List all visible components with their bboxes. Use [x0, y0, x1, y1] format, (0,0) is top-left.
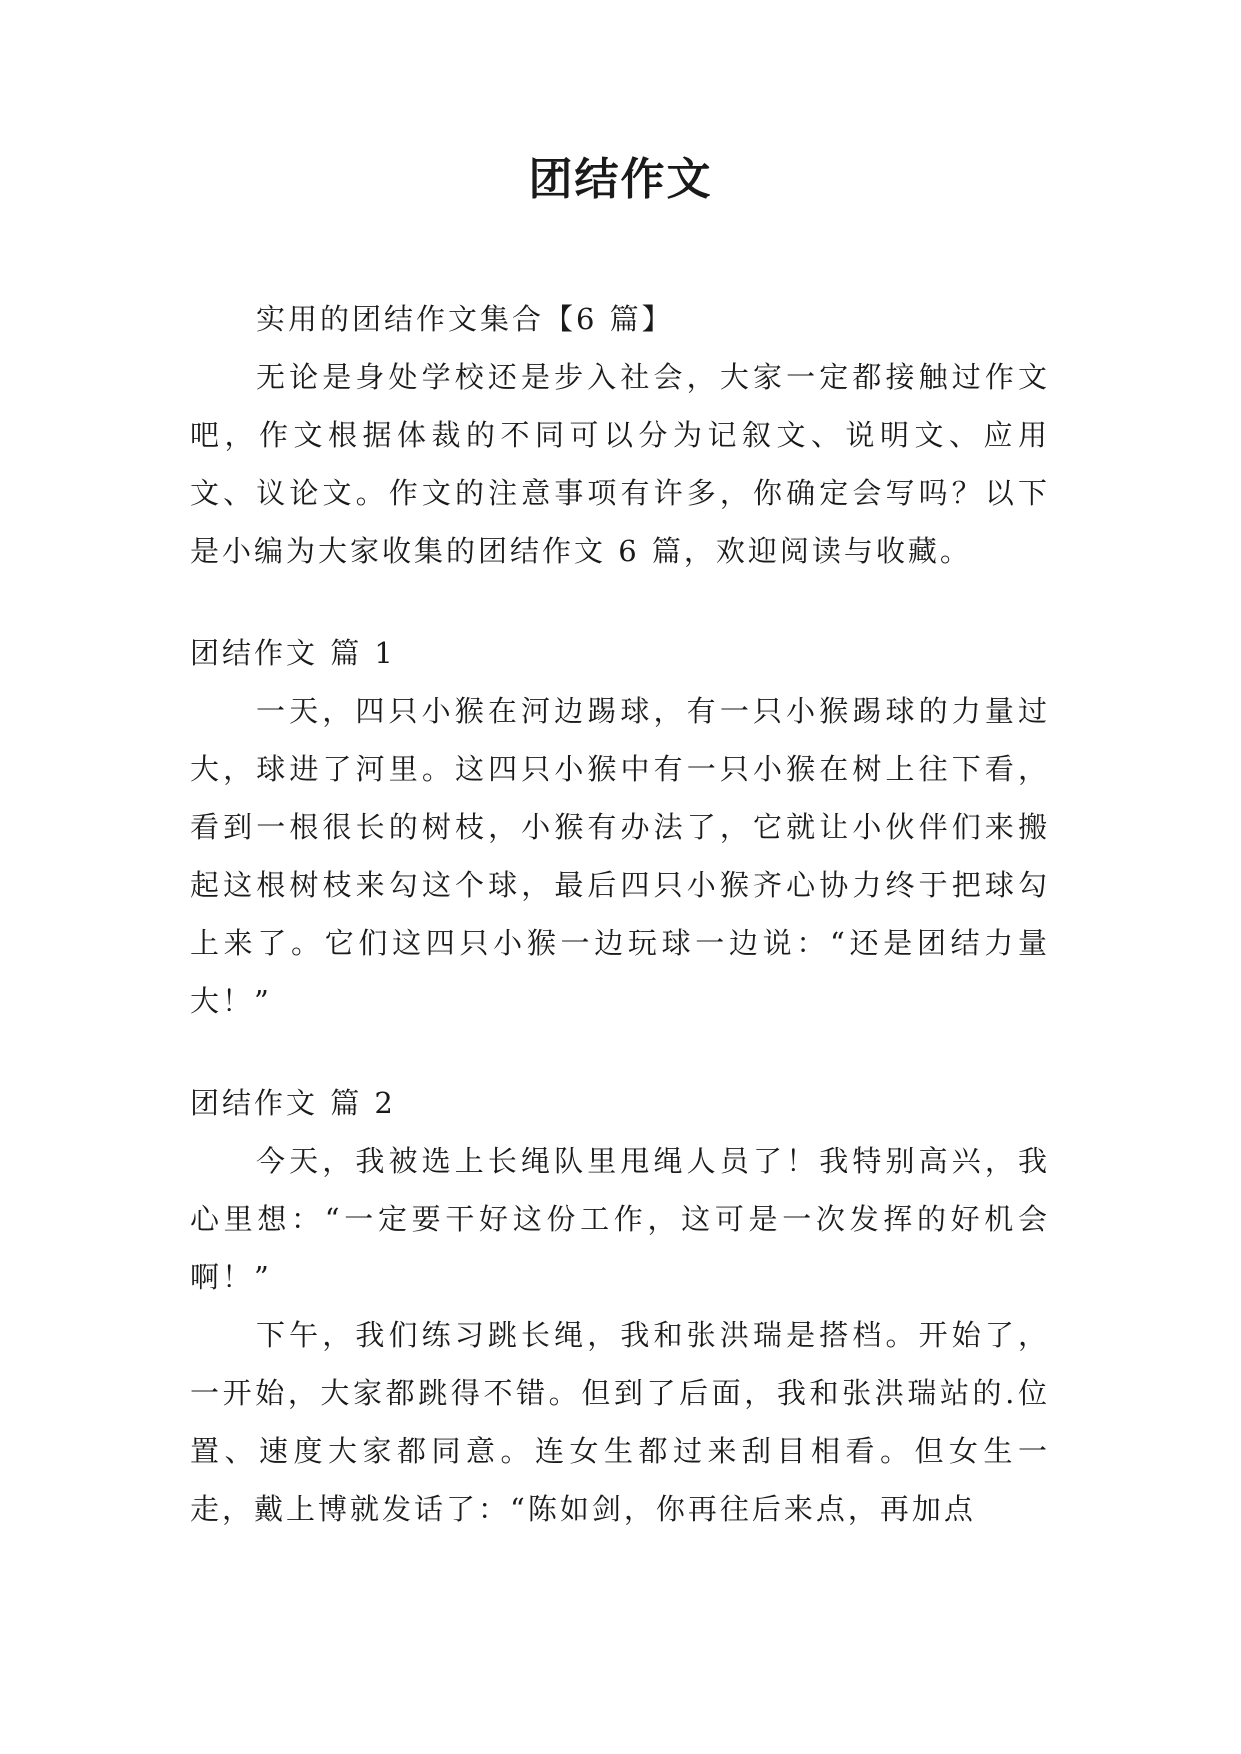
- intro-line: 实用的团结作文集合【6 篇】: [256, 302, 674, 336]
- section-paragraph: 下午，我们练习跳长绳，我和张洪瑞是搭档。开始了，一开始，大家都跳得不错。但到了后面，我和张洪瑞站的.位置、速度大家都同意。连女生都过来刮目相看。但女生一走，戴上博就发话了：“陈如剑，你再往后来点，再加点: [190, 1318, 1050, 1526]
- document-title: 团结作文: [528, 154, 713, 205]
- section-heading: 团结作文 篇 2: [190, 1086, 396, 1120]
- document-body: [190, 290, 1050, 1538]
- section-heading: 团结作文 篇 1: [190, 636, 396, 670]
- section-paragraph: 今天，我被选上长绳队里甩绳人员了！我特别高兴，我心里想：“一定要干好这份工作，这可是一次发挥的好机会啊！”: [190, 1144, 1050, 1294]
- section-paragraph: 一天，四只小猴在河边踢球，有一只小猴踢球的力量过大，球进了河里。这四只小猴中有一只小猴在树上往下看，看到一根很长的树枝，小猴有办法了，它就让小伙伴们来搬起这根树枝来勾这个球，最后四只小猴齐心协力终于把球勾上来了。它们这四只小猴一边玩球一边说：“还是团结力量大！”: [190, 694, 1050, 1018]
- section-2: [190, 1074, 1050, 1538]
- section-1: [190, 624, 1050, 1030]
- intro-paragraph: 无论是身处学校还是步入社会，大家一定都接触过作文吧，作文根据体裁的不同可以分为记叙文、说明文、应用文、议论文。作文的注意事项有许多，你确定会写吗？以下是小编为大家收集的团结作文 6 篇，欢迎阅读与收藏。: [190, 360, 1050, 568]
